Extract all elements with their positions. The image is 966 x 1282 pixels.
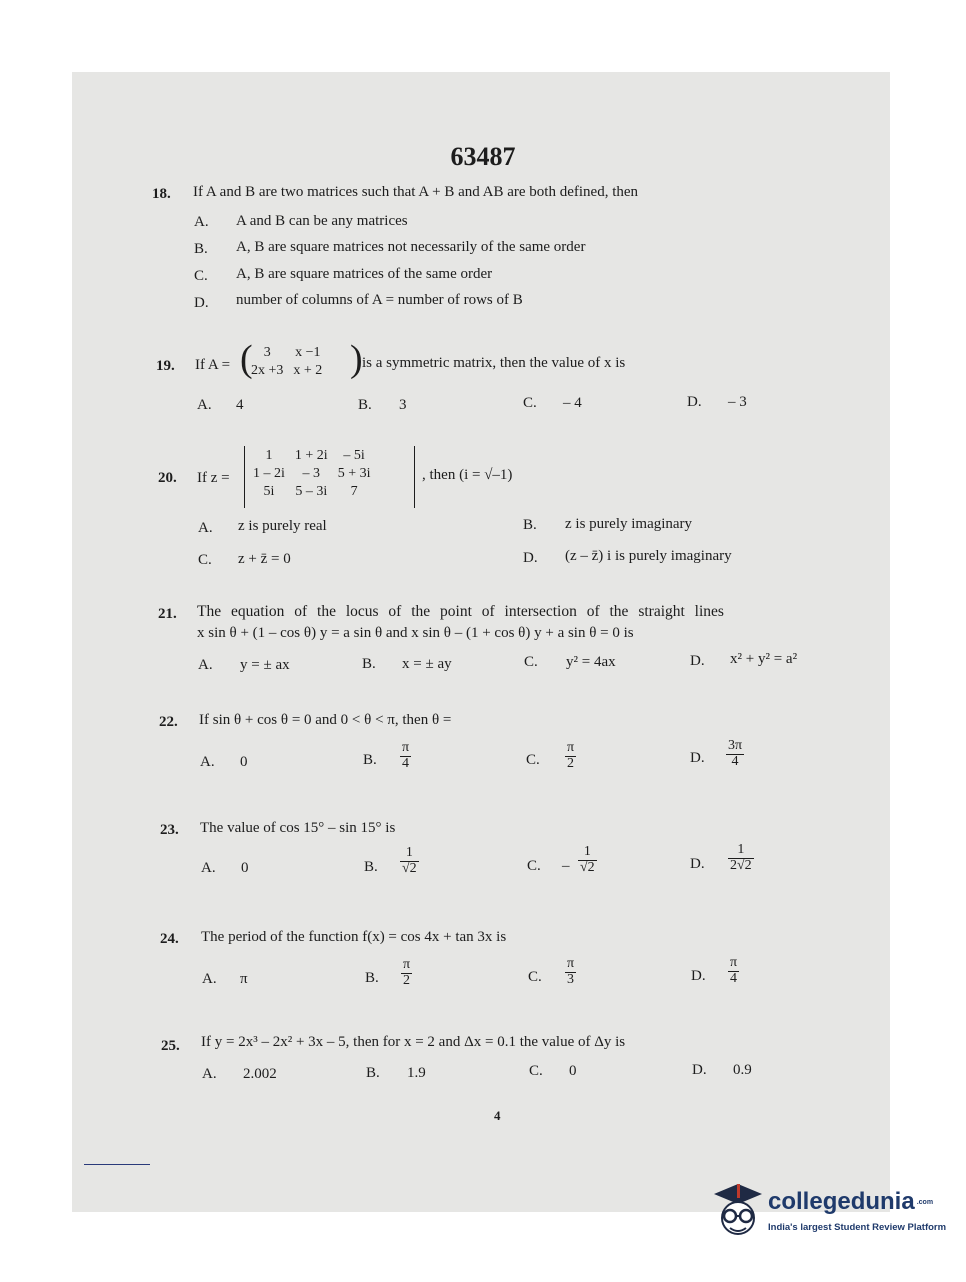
q22-opt-b-label: B. bbox=[363, 752, 377, 768]
q20-opt-c: z + z̄ = 0 bbox=[238, 551, 291, 567]
q23-opt-b bbox=[400, 846, 419, 876]
q22-c-den: 2 bbox=[567, 755, 575, 771]
q24-opt-a-label: A. bbox=[202, 971, 217, 987]
q21-opt-c-label: C. bbox=[524, 654, 538, 670]
q25-opt-d-label: D. bbox=[692, 1062, 707, 1078]
q23-opt-d bbox=[728, 843, 754, 873]
q25-text: If y = 2x³ – 2x² + 3x – 5, then for x = 2 and Δx = 0.1 the value of Δy is bbox=[201, 1034, 626, 1050]
q24-opt-a: π bbox=[240, 971, 248, 987]
q25-opt-c-label: C. bbox=[529, 1063, 543, 1079]
q24-opt-c bbox=[565, 957, 576, 987]
q19-opt-b: 3 bbox=[399, 397, 407, 413]
q19-m21: 2x +3 bbox=[251, 363, 284, 378]
brand-name bbox=[768, 1188, 933, 1216]
q18-opt-b-label: B. bbox=[194, 241, 208, 257]
q22-opt-c bbox=[565, 741, 576, 771]
q20-opt-b: z is purely imaginary bbox=[565, 516, 693, 532]
q18-opt-a: A and B can be any matrices bbox=[236, 213, 408, 229]
q25-opt-b: 1.9 bbox=[407, 1065, 426, 1081]
q23-opt-c-sign: – bbox=[562, 858, 570, 874]
q24-c-num: π bbox=[567, 956, 575, 971]
q23-opt-a-label: A. bbox=[201, 860, 216, 876]
q20-m11: 1 bbox=[265, 448, 273, 463]
q24-c-den: 3 bbox=[567, 971, 575, 987]
q18-opt-b: A, B are square matrices not necessarily of the same order bbox=[236, 239, 586, 255]
q24-text: The period of the function f(x) = cos 4x + tan 3x is bbox=[201, 929, 507, 945]
q22-c-num: π bbox=[567, 740, 575, 755]
q21-opt-c: y² = 4ax bbox=[566, 654, 616, 670]
q22-b-num: π bbox=[402, 740, 410, 755]
q20-m31: 5i bbox=[263, 484, 275, 499]
q19-opt-c: – 4 bbox=[563, 395, 582, 411]
q20-opt-a-label: A. bbox=[198, 520, 213, 536]
q20-m21: 1 – 2i bbox=[253, 466, 285, 481]
q23-opt-c-label: C. bbox=[527, 858, 541, 874]
q21-opt-a-label: A. bbox=[198, 657, 213, 673]
q22-text: If sin θ + cos θ = 0 and 0 < θ < π, then θ = bbox=[199, 712, 452, 728]
q19-opt-c-label: C. bbox=[523, 395, 537, 411]
q25-opt-c: 0 bbox=[569, 1063, 577, 1079]
collegedunia-mascot-icon bbox=[708, 1178, 768, 1242]
q21-opt-d-label: D. bbox=[690, 653, 705, 669]
q22-opt-d bbox=[726, 739, 744, 769]
q19-opt-a: 4 bbox=[236, 397, 244, 413]
q23-c-den: √2 bbox=[580, 859, 595, 875]
q24-d-num: π bbox=[730, 955, 738, 970]
q24-opt-d bbox=[728, 956, 739, 986]
q20-m13: – 5i bbox=[343, 448, 365, 463]
q24-b-den: 2 bbox=[403, 972, 411, 988]
q22-opt-c-label: C. bbox=[526, 752, 540, 768]
q19-suffix: is a symmetric matrix, then the value of x is bbox=[362, 355, 626, 371]
q23-d-num: 1 bbox=[728, 843, 754, 859]
q20-m32: 5 – 3i bbox=[295, 484, 328, 499]
q20-opt-a: z is purely real bbox=[238, 518, 327, 534]
q19-m12: x −1 bbox=[295, 345, 321, 360]
q21-opt-b: x = ± ay bbox=[402, 656, 452, 672]
q21-opt-d: x² + y² = a² bbox=[730, 651, 798, 667]
q20-number: 20. bbox=[158, 470, 177, 486]
brand-suffix: .com bbox=[916, 1199, 934, 1207]
margin-rule bbox=[84, 1164, 150, 1165]
q22-opt-a-label: A. bbox=[200, 754, 215, 770]
q23-c-num: 1 bbox=[578, 845, 597, 861]
q18-opt-a-label: A. bbox=[194, 214, 209, 230]
q22-d-num: 3π bbox=[728, 738, 743, 753]
q18-number: 18. bbox=[152, 186, 171, 202]
q20-opt-b-label: B. bbox=[523, 517, 537, 533]
q20-det-right-bar bbox=[414, 446, 415, 508]
brand-tagline: India's largest Student Review Platform bbox=[768, 1222, 947, 1233]
q24-opt-c-label: C. bbox=[528, 969, 542, 985]
q20-suffix: , then (i = √–1) bbox=[422, 467, 513, 483]
q21-line2: x sin θ + (1 – cos θ) y = a sin θ and x sin θ – (1 + cos θ) y + a sin θ = 0 is bbox=[197, 625, 634, 641]
q24-b-num: π bbox=[403, 957, 411, 972]
q22-b-den: 4 bbox=[402, 755, 410, 771]
q21-line1: The equation of the locus of the point of intersection of the straight lines bbox=[197, 603, 724, 620]
q20-m33: 7 bbox=[350, 484, 358, 499]
q18-text: If A and B are two matrices such that A + B and AB are both defined, then bbox=[193, 184, 639, 200]
q23-opt-b-label: B. bbox=[364, 859, 378, 875]
q23-opt-d-label: D. bbox=[690, 856, 705, 872]
q24-opt-b-label: B. bbox=[365, 970, 379, 986]
q19-opt-a-label: A. bbox=[197, 397, 212, 413]
q22-opt-d-label: D. bbox=[690, 750, 705, 766]
q23-b-den: √2 bbox=[402, 860, 417, 876]
brand-name-text: collegedunia bbox=[768, 1188, 915, 1215]
q24-opt-b bbox=[401, 958, 412, 988]
q25-opt-b-label: B. bbox=[366, 1065, 380, 1081]
q22-opt-b bbox=[400, 741, 411, 771]
q20-determinant bbox=[248, 447, 375, 501]
q25-number: 25. bbox=[161, 1038, 180, 1054]
q23-d-den: 2√2 bbox=[730, 857, 752, 873]
q19-opt-b-label: B. bbox=[358, 397, 372, 413]
q20-opt-d: (z – z̄) i is purely imaginary bbox=[565, 548, 732, 564]
q23-opt-c bbox=[578, 845, 597, 875]
q22-number: 22. bbox=[159, 714, 178, 730]
q19-m11: 3 bbox=[263, 345, 271, 360]
q18-opt-d-label: D. bbox=[194, 295, 209, 311]
q23-text: The value of cos 15° – sin 15° is bbox=[200, 820, 396, 836]
q20-prefix: If z = bbox=[197, 470, 230, 486]
q23-opt-a: 0 bbox=[241, 860, 249, 876]
q19-prefix: If A = bbox=[195, 357, 231, 373]
q20-m23: 5 + 3i bbox=[337, 466, 371, 481]
q25-opt-a-label: A. bbox=[202, 1066, 217, 1082]
q20-det-left-bar bbox=[244, 446, 245, 508]
page-number: 4 bbox=[494, 1108, 501, 1123]
paper-code: 63487 bbox=[450, 142, 516, 171]
q20-opt-d-label: D. bbox=[523, 550, 538, 566]
q21-opt-a: y = ± ax bbox=[240, 657, 290, 673]
q20-m12: 1 + 2i bbox=[294, 448, 328, 463]
q18-opt-c: A, B are square matrices of the same order bbox=[236, 266, 493, 282]
q20-m22: – 3 bbox=[302, 466, 321, 481]
q22-d-den: 4 bbox=[731, 753, 739, 769]
q19-opt-d: – 3 bbox=[728, 394, 747, 410]
q18-opt-c-label: C. bbox=[194, 268, 208, 284]
q19-opt-d-label: D. bbox=[687, 394, 702, 410]
q24-number: 24. bbox=[160, 931, 179, 947]
q19-number: 19. bbox=[156, 358, 175, 374]
q20-opt-c-label: C. bbox=[198, 552, 212, 568]
q25-opt-d: 0.9 bbox=[733, 1062, 752, 1078]
q21-number: 21. bbox=[158, 606, 177, 622]
q23-number: 23. bbox=[160, 822, 179, 838]
q24-opt-d-label: D. bbox=[691, 968, 706, 984]
q23-b-num: 1 bbox=[400, 846, 419, 862]
q24-d-den: 4 bbox=[730, 970, 738, 986]
q19-matrix: ( 3 x −1 2x +3 x + 2 ) bbox=[240, 338, 363, 380]
q25-opt-a: 2.002 bbox=[243, 1066, 277, 1082]
q21-opt-b-label: B. bbox=[362, 656, 376, 672]
q22-opt-a: 0 bbox=[240, 754, 248, 770]
q18-opt-d: number of columns of A = number of rows of B bbox=[236, 292, 523, 308]
q19-m22: x + 2 bbox=[293, 363, 323, 378]
